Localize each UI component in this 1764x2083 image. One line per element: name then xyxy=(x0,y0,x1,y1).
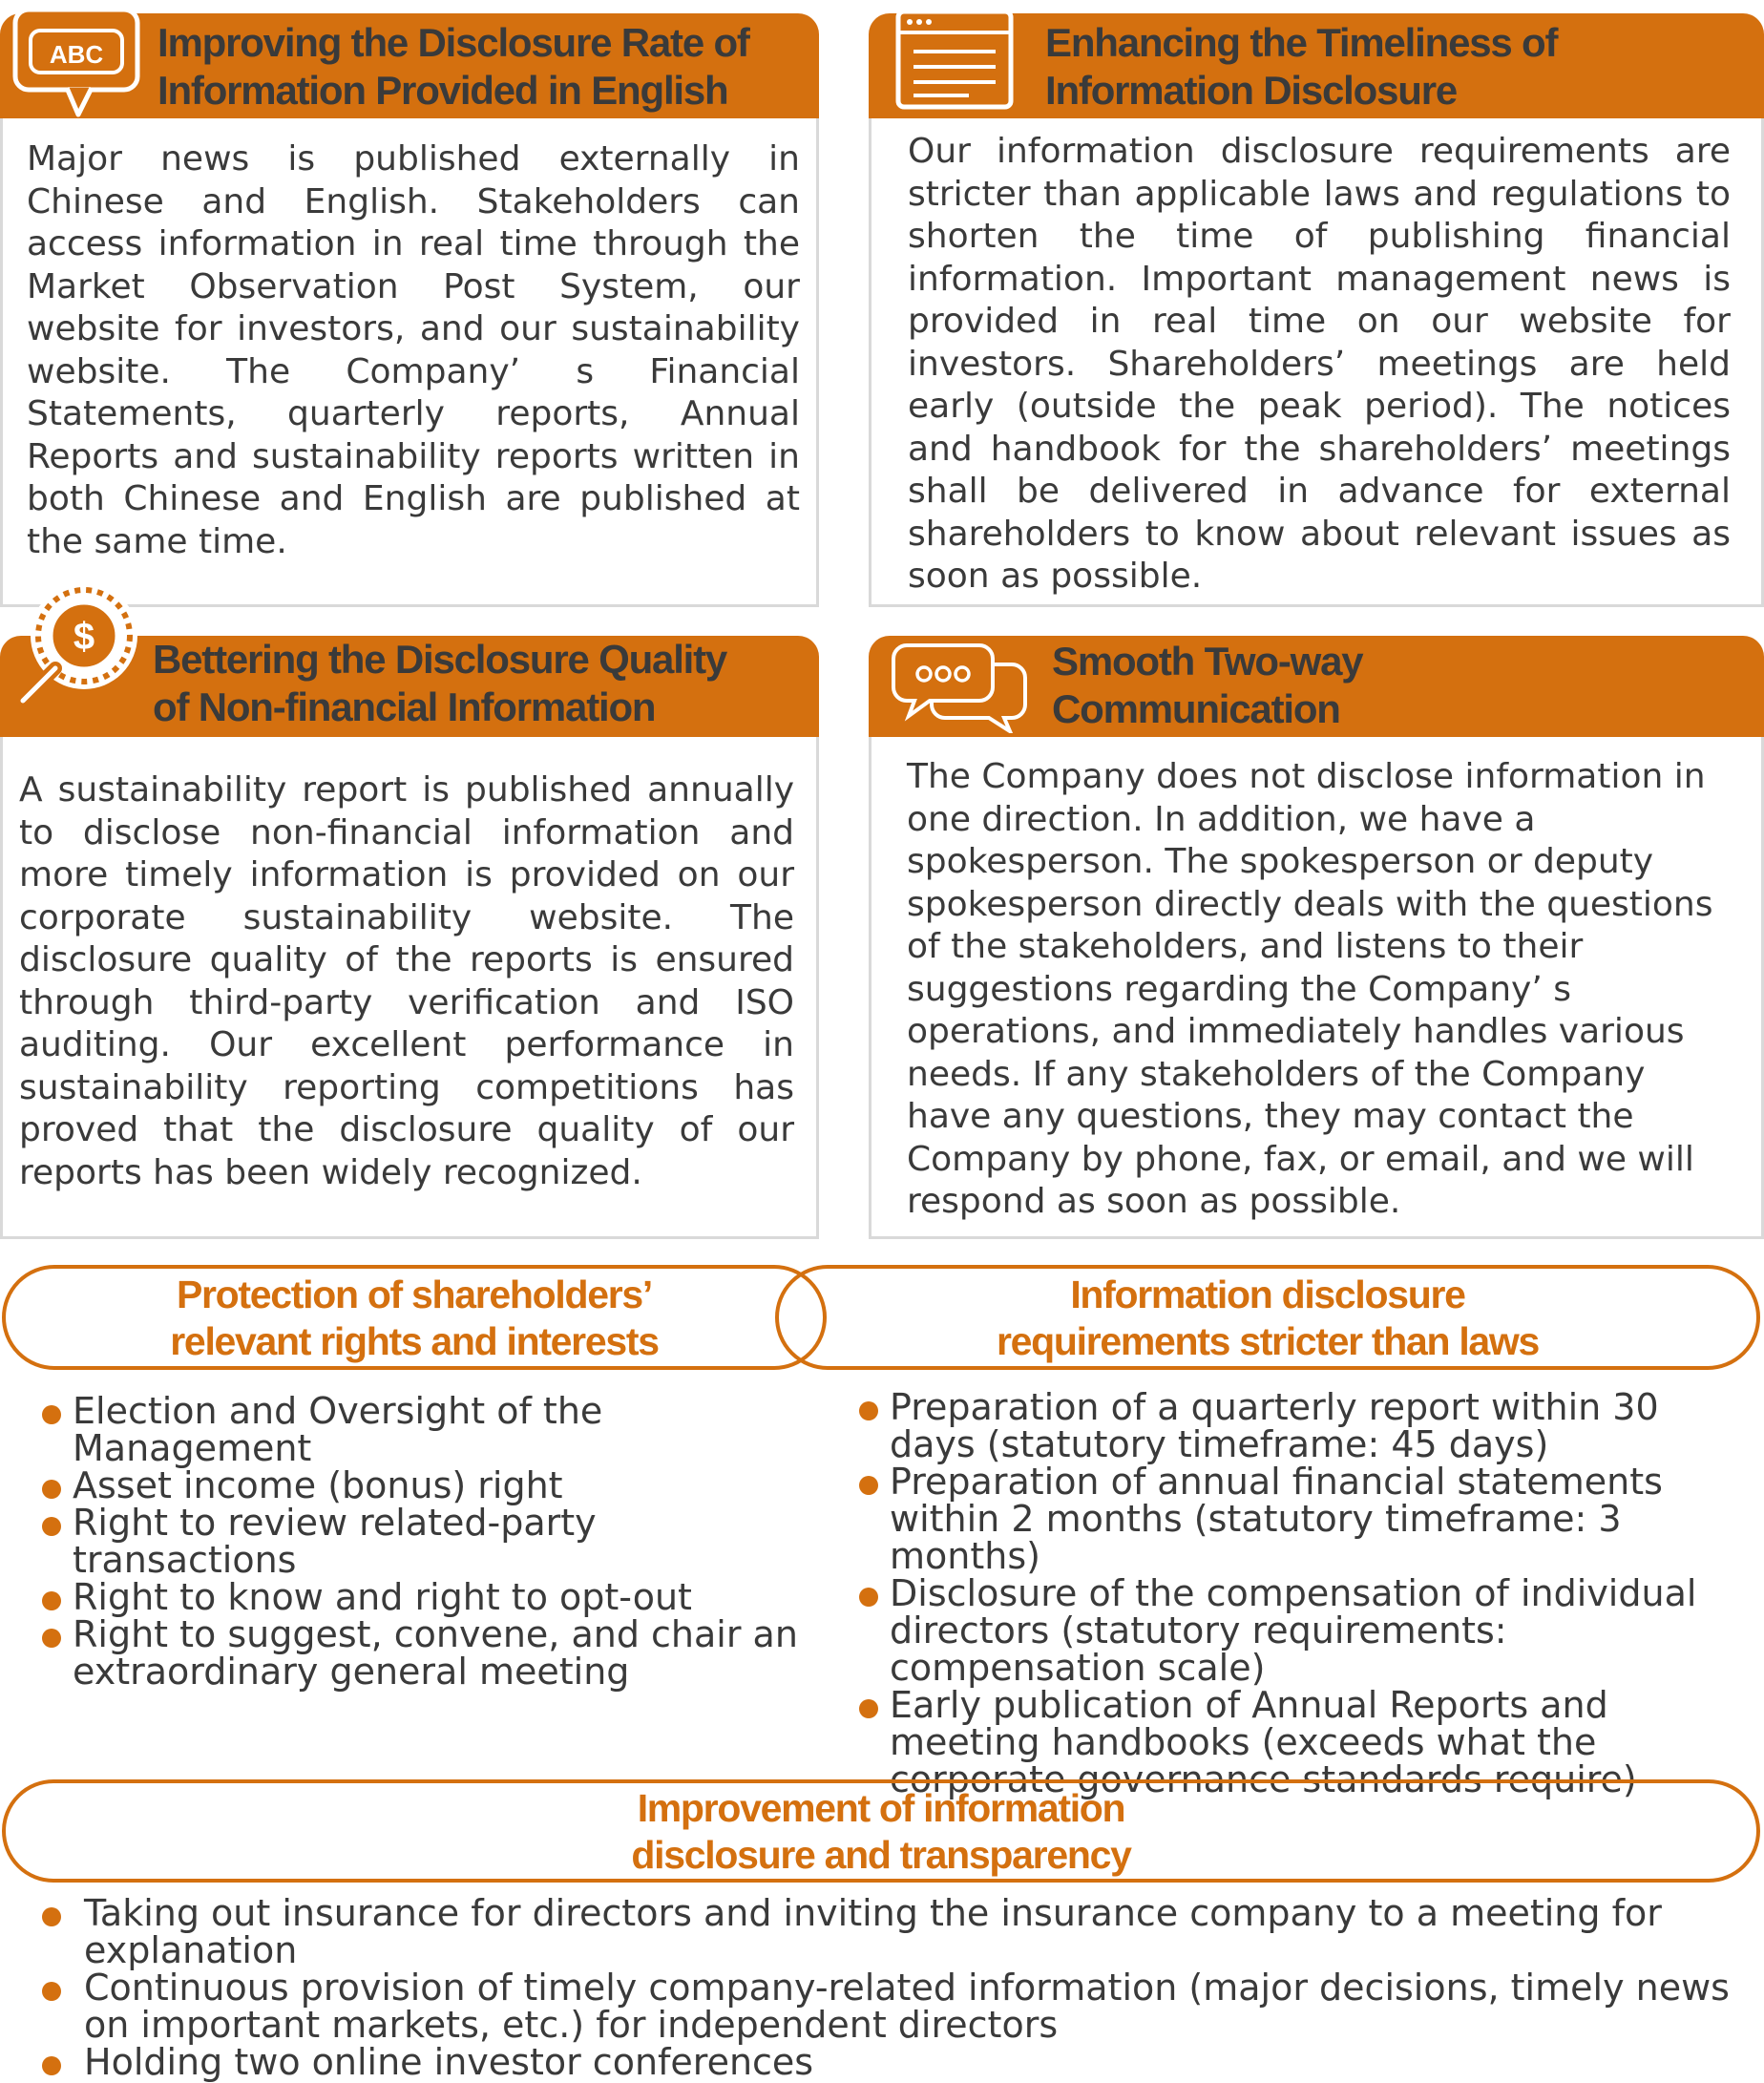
list-item xyxy=(32,1892,1751,1971)
bullet-dot xyxy=(42,1982,61,2001)
bullet-dot xyxy=(42,1517,61,1536)
bullet-dot xyxy=(859,1401,878,1420)
card-title: Smooth Two-way Communication xyxy=(1052,639,1363,731)
section-title: Information disclosure requirements stricter than laws xyxy=(996,1273,1540,1363)
list-item-text: Disclosure of the compensation of individual directors (statutory requirements: compensation scale) xyxy=(890,1572,1697,1689)
svg-text:$: $ xyxy=(73,616,95,658)
list-item xyxy=(850,1572,1747,1689)
list-item-text: Right to suggest, convene, and chair an extraordinary general meeting xyxy=(73,1613,798,1693)
list-item xyxy=(32,1969,1751,2044)
section-title: Improvement of information disclosure and transparency xyxy=(631,1786,1131,1877)
bullet-dot xyxy=(859,1699,878,1718)
list-item-text: Continuous provision of timely company-related information (major decisions, timely news on important markets, etc.) for independent directors xyxy=(84,1967,1730,2046)
list-item xyxy=(32,1464,815,1506)
list-item xyxy=(850,1386,1747,1465)
disclosure-requirements-list xyxy=(850,1386,1747,1800)
svg-text:ABC: ABC xyxy=(49,40,104,69)
card-title: Enhancing the Timeliness of Information Disclosure xyxy=(1045,20,1558,113)
bullet-dot xyxy=(859,1476,878,1495)
magnifier-dollar-icon xyxy=(10,577,143,710)
bullet-dot xyxy=(859,1588,878,1607)
bullet-dot xyxy=(42,1629,61,1648)
card-body-text: A sustainability report is published annually to disclose non-financial information and more timely information is provided on our corporate sustainability website. The disclosure quality of the reports is ensured through third-party verification and ISO auditing. Our excellent performance in sustainability reporting competitions has proved that the disclosure quality of our reports has been widely recognized. xyxy=(19,770,794,1192)
list-item-text: Asset income (bonus) right xyxy=(73,1464,563,1506)
shareholder-rights-list xyxy=(32,1390,815,1693)
document-window-icon xyxy=(892,6,1017,113)
chat-bubbles-icon xyxy=(888,638,1031,733)
list-item-text: Taking out insurance for directors and inviting the insurance company to a meeting for explanation xyxy=(84,1892,1662,1971)
abc-speech-bubble-icon xyxy=(10,6,143,118)
list-item-text: Early publication of Annual Reports and meeting handbooks (exceeds what the corporate governance standards require) xyxy=(890,1684,1637,1800)
list-item-text: Right to review related-party transactions xyxy=(73,1502,597,1581)
list-item xyxy=(32,1613,815,1693)
list-item-text: Right to know and right to opt-out xyxy=(73,1576,692,1618)
bullet-dot xyxy=(42,2056,61,2075)
bullet-dot xyxy=(42,1480,61,1499)
card-nonfinancial-quality xyxy=(0,636,819,1239)
card-body-text: Our information disclosure requirements are stricter than applicable laws and regulations to shorten the time of publishing financial information. Important management news is provided in real time on our website for investors. Shareholders’ meetings are held early (outside the peak period). The notices and handbook for the shareholders’ meetings shall be delivered in advance for external shareholders to know about relevant issues as soon as possible. xyxy=(908,132,1731,596)
card-body-text: The Company does not disclose information in one direction. In addition, we have a spokesperson. The spokesperson or deputy spokesperson directly deals with the questions of the stakeholders, and listens to their suggestions regarding the Company’ s operations, and immediately handles various needs. If any stakeholders of the Company have any questions, they may contact the Company by phone, fax, or email, and we will respond as soon as possible. xyxy=(907,757,1713,1221)
list-item-text: Preparation of annual financial statements within 2 months (statutory timeframe: 3 months) xyxy=(890,1461,1663,1577)
card-title: Improving the Disclosure Rate of Information Provided in English xyxy=(158,20,749,113)
list-item xyxy=(32,1390,815,1469)
card-body-text: Major news is published externally in Chinese and English. Stakeholders can access information in real time through the Market Observation Post System, our website for investors, and our sustainability website. The Company’ s Financial Statements, quarterly reports, Annual Reports and sustainability reports written in both Chinese and English are published at the same time. xyxy=(27,139,800,561)
card-title: Bettering the Disclosure Quality of Non-financial Information xyxy=(153,637,727,729)
list-item-text: Preparation of a quarterly report within 30 days (statutory timeframe: 45 days) xyxy=(890,1386,1659,1465)
list-item xyxy=(32,1576,815,1618)
pill-transparency xyxy=(2,1779,1760,1883)
list-item xyxy=(32,2041,1751,2083)
transparency-list xyxy=(32,1892,1751,2083)
pill-shareholder-rights xyxy=(2,1265,827,1370)
list-item xyxy=(32,1504,815,1579)
list-item xyxy=(850,1463,1747,1575)
bullet-dot xyxy=(42,1591,61,1610)
list-item-text: Holding two online investor conferences xyxy=(84,2041,814,2083)
bullet-dot xyxy=(42,1907,61,1926)
list-item-text: Election and Oversight of the Management xyxy=(73,1390,603,1469)
section-title: Protection of shareholders’ relevant rights and interests xyxy=(170,1273,659,1363)
pill-disclosure-requirements xyxy=(775,1265,1760,1370)
bullet-dot xyxy=(42,1405,61,1424)
